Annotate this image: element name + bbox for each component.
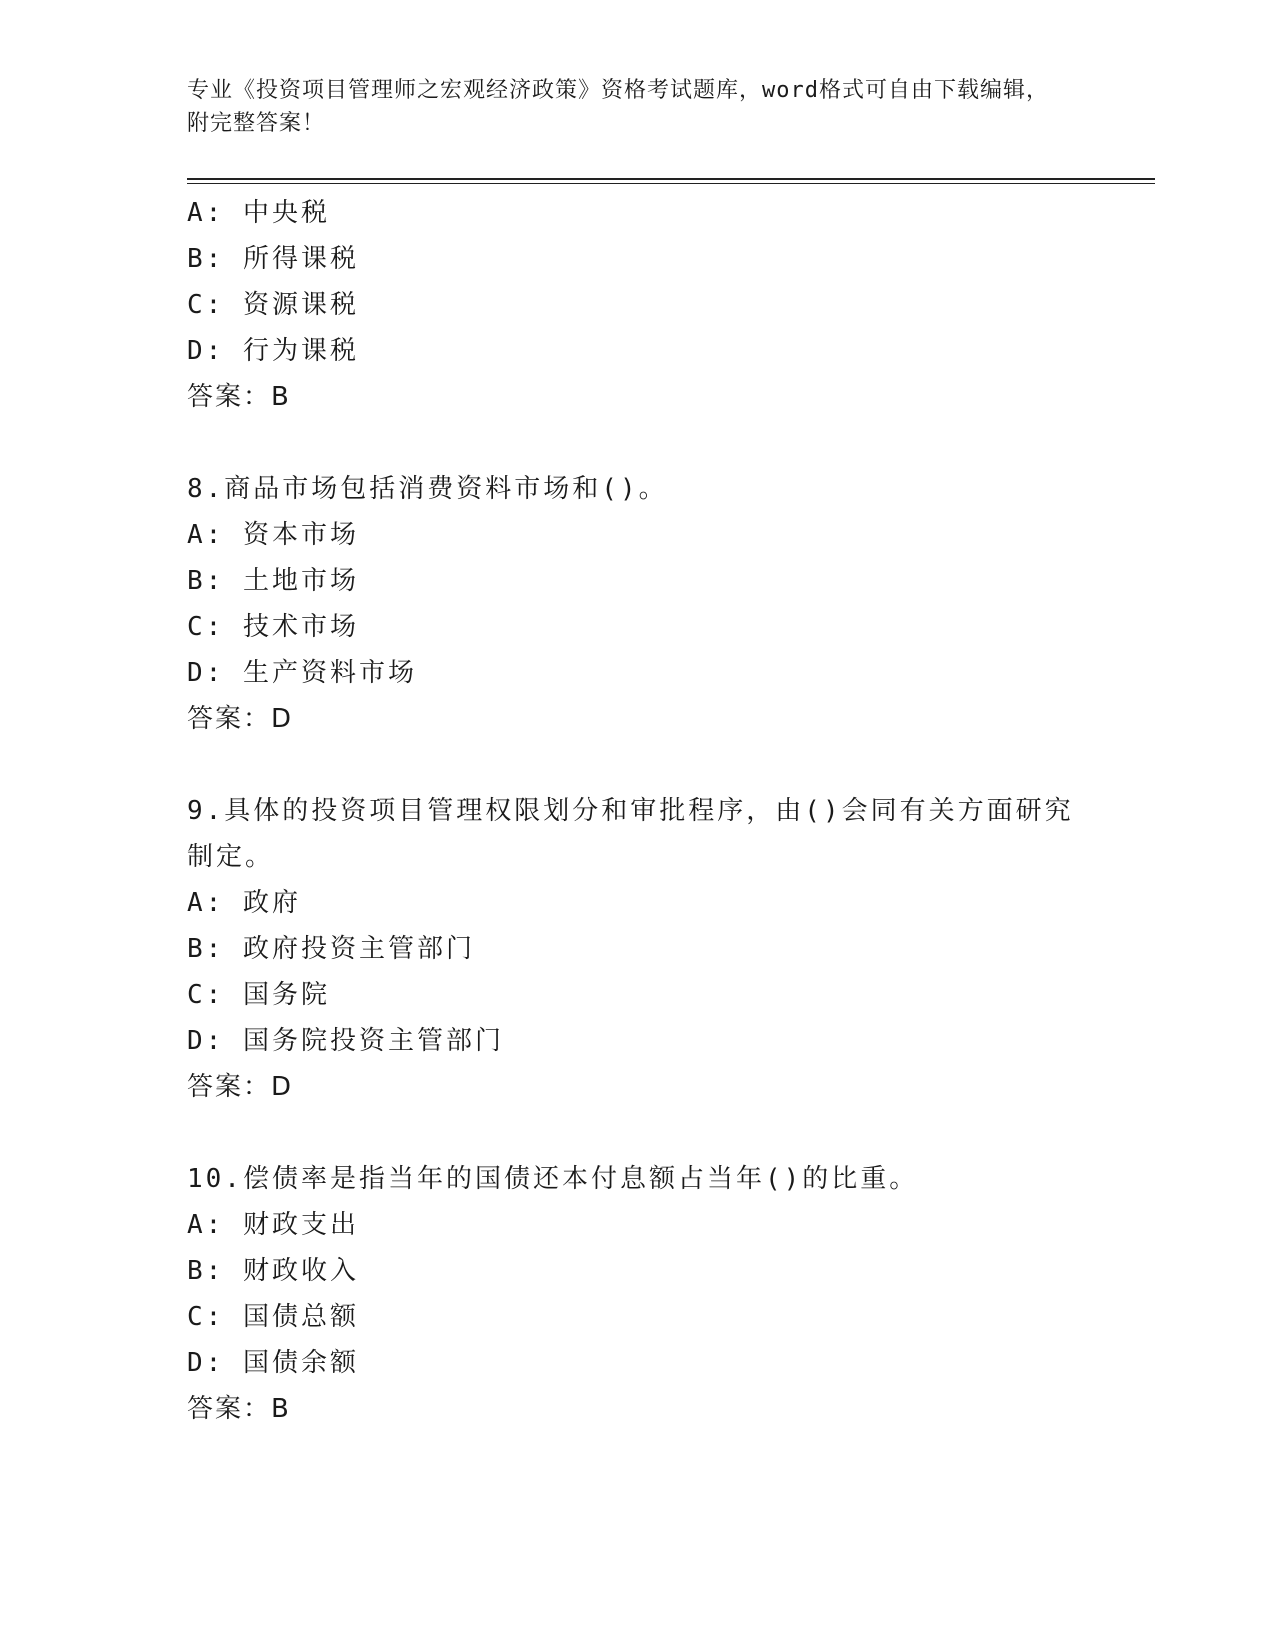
question-text: 8.商品市场包括消费资料市场和()。	[187, 474, 668, 504]
option-b: B: 所得课税	[187, 244, 359, 274]
option-d: D: 生产资料市场	[187, 658, 417, 688]
answer: 答案：D	[187, 704, 294, 734]
question-9	[187, 788, 1087, 1110]
answer: 答案：B	[187, 1394, 291, 1424]
question-10	[187, 1156, 1087, 1432]
option-c: C: 国务院	[187, 980, 330, 1010]
option-d: D: 国债余额	[187, 1348, 359, 1378]
option-d: D: 国务院投资主管部门	[187, 1026, 504, 1056]
header-divider	[187, 178, 1155, 180]
answer: 答案：D	[187, 1072, 294, 1102]
option-a: A: 资本市场	[187, 520, 359, 550]
document-header: 专业《投资项目管理师之宏观经济政策》资格考试题库，word格式可自由下载编辑，附完整答案！	[187, 78, 1049, 136]
answer: 答案：B	[187, 382, 291, 412]
option-a: A: 财政支出	[187, 1210, 359, 1240]
header-divider-thin	[187, 183, 1155, 184]
option-a: A: 政府	[187, 888, 301, 918]
question-7	[187, 190, 1087, 420]
option-b: B: 财政收入	[187, 1256, 359, 1286]
question-text: 9.具体的投资项目管理权限划分和审批程序，由()会同有关方面研究	[187, 796, 1074, 826]
option-b: B: 土地市场	[187, 566, 359, 596]
option-c: C: 技术市场	[187, 612, 359, 642]
question-list	[187, 190, 1087, 1432]
option-d: D: 行为课税	[187, 336, 359, 366]
option-b: B: 政府投资主管部门	[187, 934, 475, 964]
option-c: C: 国债总额	[187, 1302, 359, 1332]
question-text-continued: 制定。	[187, 842, 275, 872]
question-text: 10.偿债率是指当年的国债还本付息额占当年()的比重。	[187, 1164, 919, 1194]
option-a: A: 中央税	[187, 198, 330, 228]
question-8	[187, 466, 1087, 742]
option-c: C: 资源课税	[187, 290, 359, 320]
